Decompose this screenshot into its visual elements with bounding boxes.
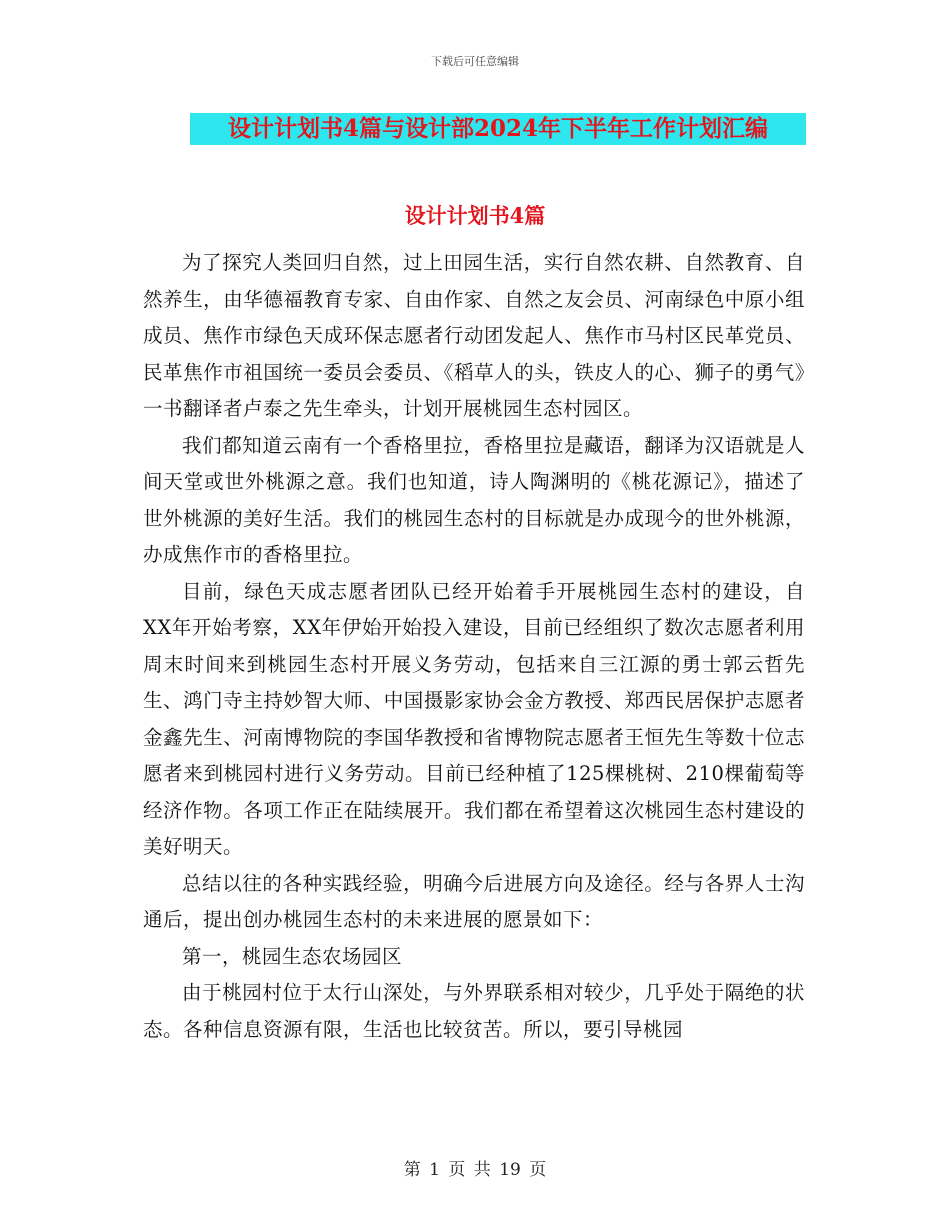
main-title: 设计计划书4篇与设计部2024年下半年工作计划汇编 bbox=[227, 115, 769, 142]
paragraph-heading: 第一，桃园生态农场园区 bbox=[182, 944, 403, 968]
paragraph: 总结以往的各种实践经验，明确今后进展方向及途径。经与各界人士沟通后，提出创办桃园生态村的未来进展的愿景如下： bbox=[143, 871, 805, 931]
main-title-highlight bbox=[190, 113, 806, 145]
paragraph: 目前，绿色天成志愿者团队已经开始着手开展桃园生态村的建设，自XX年开始考察，XX年伊始开始投入建设，目前已经组织了数次志愿者利用周末时间来到桃园生态村开展义务劳动，包括来自三江源的勇士郭云哲先生、鸿门寺主持妙智大师、中国摄影家协会金方教授、郑西民居保护志愿者金鑫先生、河南博物院的李国华教授和省博物院志愿者王恒先生等数十位志愿者来到桃园村进行义务劳动。目前已经种植了125棵桃树、210棵葡萄等经济作物。各项工作正在陆续展开。我们都在希望着这次桃园生态村建设的美好明天。 bbox=[143, 579, 805, 858]
section-title: 设计计划书4篇 bbox=[404, 203, 546, 228]
paragraph: 为了探究人类回归自然，过上田园生活，实行自然农耕、自然教育、自然养生，由华德福教育专家、自由作家、自然之友会员、河南绿色中原小组成员、焦作市绿色天成环保志愿者行动团发起人、焦作市马村区民革党员、民革焦作市祖国统一委员会委员、《稻草人的头，铁皮人的心、狮子的勇气》一书翻译者卢泰之先生牵头，计划开展桃园生态村园区。 bbox=[143, 251, 805, 420]
paragraph: 我们都知道云南有一个香格里拉，香格里拉是藏语，翻译为汉语就是人间天堂或世外桃源之意。我们也知道，诗人陶渊明的《桃花源记》，描述了世外桃源的美好生活。我们的桃园生态村的目标就是办成现今的世外桃源，办成焦作市的香格里拉。 bbox=[143, 433, 805, 566]
header-note: 下载后可任意编辑 bbox=[431, 55, 519, 68]
paragraph: 由于桃园村位于太行山深处，与外界联系相对较少，几乎处于隔绝的状态。各种信息资源有限，生活也比较贫苦。所以，要引导桃园 bbox=[143, 981, 805, 1041]
document-body bbox=[143, 245, 805, 1048]
page-footer: 第 1 页 共 19 页 bbox=[403, 1160, 547, 1180]
